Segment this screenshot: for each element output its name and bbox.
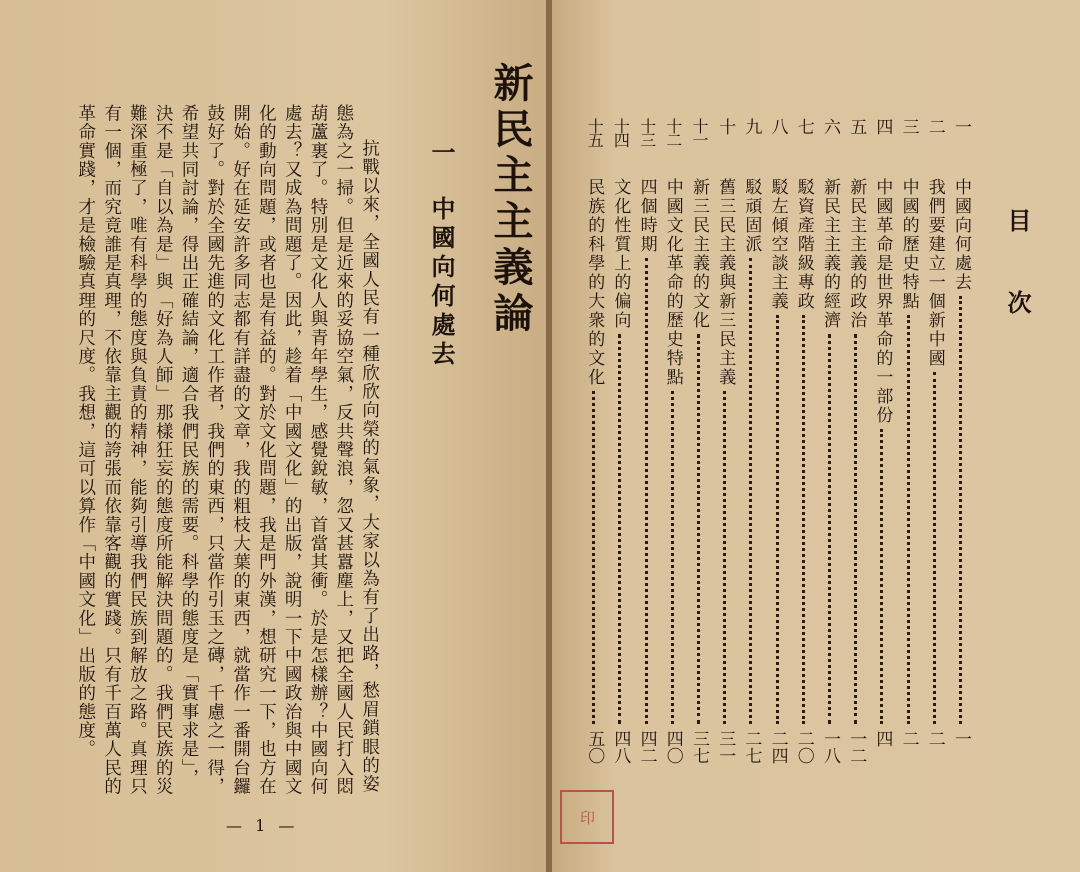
toc-item-label: 舊三民主義與新三民主義: [715, 178, 736, 387]
toc-item[interactable]: [791, 118, 817, 778]
toc-item-label: 我們要建立一個新中國: [924, 178, 945, 368]
toc-item-label: 民族的科學的大衆的文化: [584, 178, 605, 387]
toc-item[interactable]: [843, 118, 869, 778]
toc-item-number: 五: [846, 118, 867, 135]
toc-leader-dots: [802, 315, 805, 724]
toc-item-label: 四個時期: [636, 178, 657, 254]
chapter-body: 抗戰以來，全國人民有一種欣欣向榮的氣象，大家以為有了出路，愁眉鎖眼的姿態為之一掃。但是近來的妥協空氣，反共聲浪，忽又甚囂塵上，又把全國人民打入悶葫蘆裏了。特別是文化人與青年學生，感覺銳敏，首當其衝。於是怎樣辦？中國向何處去？又成為問題了。因此，趁着「中國文化」的出版，說明一下中國政治與中國文化的動向問題，或者也是有益的。對於文化問題，我是門外漢，想研究一下，也方在開始。好在延安許多同志都有詳盡的文章，我的粗枝大葉的東西，就當作一番開台鑼鼓好了。對於全國先進的文化工作者，我們的東西，只當作引玉之磚，千慮之一得，希望共同討論，得出正確結論，適合我們民族的需要。科學的態度是「實事求是」，決不是「自以為是」與「好為人師」那樣狂妄的態度所能解決問題的。我們民族的災難深重極了，唯有科學的態度與負責的精神，能夠引導我們民族到解放之路。真理只有一個，而究竟誰是真理，不依靠主觀的誇張而依靠客觀的實踐。只有千百萬人民的革命實踐，才是檢驗真理的尺度。我想，這可以算作「中國文化」出版的態度。: [75, 104, 380, 796]
toc-item-label: 駁資產階級專政: [793, 178, 814, 311]
toc-item-number: 十二: [663, 118, 683, 146]
toc-item-number: 四: [872, 118, 893, 135]
seal-mark-icon: 印: [578, 809, 596, 825]
toc-item-label: 新民主主義的政治: [846, 178, 867, 330]
toc-item-page: 一二: [846, 730, 867, 764]
toc-item-page: 二: [898, 730, 919, 747]
toc-title: 目次: [1003, 208, 1031, 372]
toc-item-label: 新三民主義的文化: [689, 178, 709, 330]
toc-item-page: 一八: [820, 730, 840, 764]
toc-leader-dots: [671, 391, 674, 724]
toc-item-label: 駁頑固派: [741, 178, 762, 254]
toc-item-page: 四八: [610, 730, 631, 764]
toc-leader-dots: [880, 429, 883, 724]
toc-item-page: 二: [924, 730, 945, 747]
toc-item[interactable]: [712, 118, 738, 778]
toc-leader-dots: [697, 334, 700, 724]
toc-item-page: 一: [951, 730, 971, 747]
toc-item[interactable]: [686, 118, 712, 778]
toc-leader-dots: [776, 315, 779, 724]
toc-item-page: 四二: [636, 730, 657, 764]
book-title: 新民主主義論: [487, 62, 533, 338]
toc-item-number: 六: [820, 118, 840, 135]
toc-item-number: 八: [767, 118, 788, 135]
toc-item-label: 駁左傾空談主義: [767, 178, 788, 311]
toc-leader-dots: [645, 258, 648, 724]
toc-leader-dots: [618, 334, 621, 724]
toc-leader-dots: [749, 258, 752, 724]
toc-item-number: 一: [951, 118, 971, 135]
toc-item[interactable]: [738, 118, 764, 778]
toc-item-label: 中國的歷史特點: [898, 178, 919, 311]
toc-item-page: 二七: [741, 730, 762, 764]
toc-item-page: 二〇: [793, 730, 814, 764]
toc-item[interactable]: [817, 118, 843, 778]
toc-item[interactable]: [607, 118, 633, 778]
toc-item-number: 二: [924, 118, 945, 135]
toc-item-page: 四: [872, 730, 893, 747]
toc-item-label: 中國革命是世界革命的一部份: [872, 178, 893, 425]
toc-leader-dots: [723, 391, 726, 724]
toc-item-number: 十一: [690, 118, 709, 146]
toc-item-label: 文化性質上的偏向: [610, 178, 631, 330]
toc-item-page: 五〇: [584, 730, 605, 764]
toc-item-label: 中國文化革命的歷史特點: [662, 178, 683, 387]
toc-item-page: 二四: [767, 730, 788, 764]
toc-leader-dots: [959, 296, 962, 724]
toc-item[interactable]: [896, 118, 922, 778]
toc-item-label: 中國向何處去: [951, 178, 971, 292]
chapter-number: 一: [427, 140, 455, 164]
toc-leader-dots: [828, 334, 831, 724]
toc-leader-dots: [933, 372, 936, 724]
page-number: — 1 —: [226, 816, 299, 835]
toc-item-label: 新民主主義的經濟: [820, 178, 840, 330]
right-page: [552, 0, 1080, 872]
toc-item[interactable]: [948, 118, 974, 778]
toc-leader-dots: [592, 391, 595, 724]
toc-item-number: 十五: [585, 118, 605, 146]
toc-leader-dots: [907, 315, 910, 724]
toc-item-number: 三: [898, 118, 919, 135]
toc-item-page: 三一: [715, 730, 736, 764]
toc-item[interactable]: [765, 118, 791, 778]
toc-item[interactable]: [634, 118, 660, 778]
toc-item-page: 四〇: [662, 730, 683, 764]
toc-item-number: 十四: [611, 118, 631, 146]
toc-item-page: 三七: [689, 730, 709, 764]
toc-item[interactable]: [869, 118, 895, 778]
toc-item[interactable]: [922, 118, 948, 778]
toc-item-number: 十: [715, 118, 736, 135]
toc-item-number: 七: [793, 118, 814, 135]
toc-item-number: 十三: [637, 118, 657, 146]
toc-item-number: 九: [741, 118, 762, 135]
toc-item[interactable]: [581, 118, 607, 778]
toc-leader-dots: [854, 334, 857, 724]
ownership-seal: [560, 790, 614, 844]
toc-item[interactable]: [660, 118, 686, 778]
chapter-title: 中國向何處去: [427, 196, 455, 370]
